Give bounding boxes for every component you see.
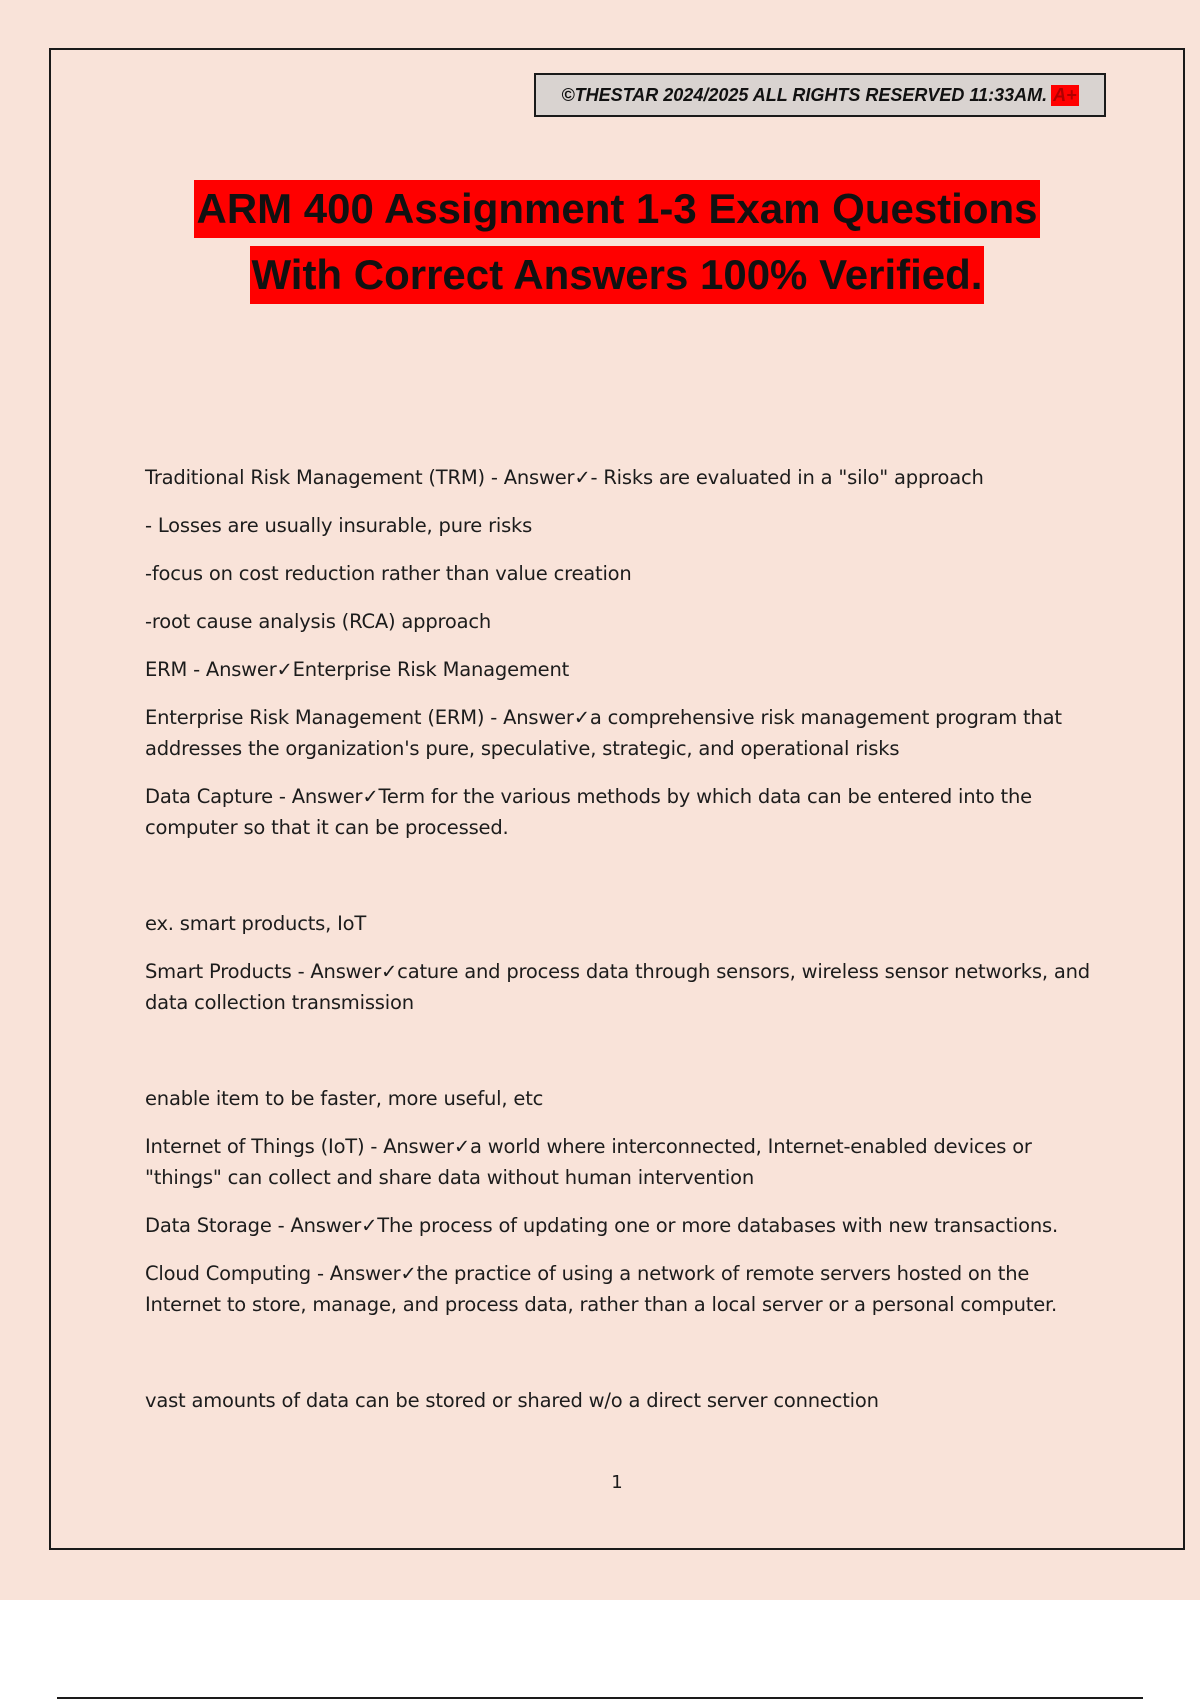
page-number: 1 [611,1472,623,1493]
entry-erm: ERM - Answer✓Enterprise Risk Management [145,658,570,681]
entry-trm: Traditional Risk Management (TRM) - Answer✓- Risks are evaluated in a "silo" approach [145,466,984,489]
spacer [145,1035,1105,1083]
entry-cloud-computing: Cloud Computing - Answer✓the practice of using a network of remote servers hosted on the Internet to store, manage, and process data, rather than a local server or a personal computer. [145,1262,1058,1316]
title-line-1: ARM 400 Assignment 1-3 Exam Questions [194,180,1039,238]
next-page-top-rule [57,1697,1143,1699]
entry-erm-definition: Enterprise Risk Management (ERM) - Answer✓a comprehensive risk management program that addresses the organization's pure, speculative, strategic, and operational risks [145,706,1062,760]
entry-data-capture: Data Capture - Answer✓Term for the various methods by which data can be entered into the computer so that it can be processed. [145,785,1032,839]
document-title [60,180,1174,312]
copyright-header [534,73,1106,117]
entry-rca: -root cause analysis (RCA) approach [145,610,492,633]
entry-enable-item: enable item to be faster, more useful, etc [145,1087,544,1110]
title-line-2: With Correct Answers 100% Verified. [250,246,985,304]
entry-losses: - Losses are usually insurable, pure risks [145,514,533,537]
qa-content [145,462,1105,1433]
copyright-text: ©THESTAR 2024/2025 ALL RIGHTS RESERVED 11:33AM. [561,84,1048,105]
entry-data-storage: Data Storage - Answer✓The process of updating one or more databases with new transactions. [145,1214,1058,1237]
entry-smart-products-example: ex. smart products, IoT [145,912,367,935]
spacer [145,1337,1105,1385]
grade-mark: A+ [1053,84,1077,105]
entry-cost-focus: -focus on cost reduction rather than value creation [145,562,632,585]
spacer [145,860,1105,908]
entry-iot: Internet of Things (IoT) - Answer✓a world where interconnected, Internet-enabled devices or "things" can collect and share data without human intervention [145,1135,1032,1189]
entry-smart-products: Smart Products - Answer✓cature and process data through sensors, wireless sensor networks, and data collection transmission [145,960,1090,1014]
entry-vast-data: vast amounts of data can be stored or shared w/o a direct server connection [145,1389,879,1412]
